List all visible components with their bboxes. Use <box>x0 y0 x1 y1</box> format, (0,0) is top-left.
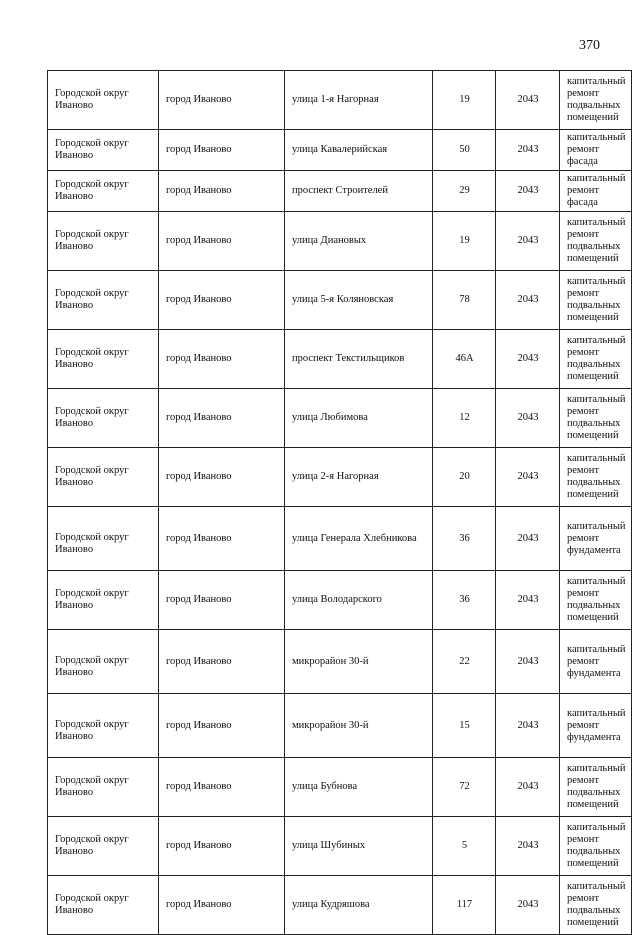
year-cell: 2043 <box>496 694 560 758</box>
work-type-cell: капитальный ремонт подвальных помещений <box>560 448 632 507</box>
work-type-cell: капитальный ремонт подвальных помещений <box>560 758 632 817</box>
work-type-cell: капитальный ремонт подвальных помещений <box>560 271 632 330</box>
street-cell: улица Генерала Хлебникова <box>285 507 433 571</box>
work-type-cell: капитальный ремонт фасада <box>560 171 632 212</box>
table-row <box>48 389 632 448</box>
house-cell: 20 <box>433 448 496 507</box>
street-cell: улица Диановых <box>285 212 433 271</box>
table-row <box>48 507 632 571</box>
okrug-cell: Городской округ Иваново <box>48 630 159 694</box>
house-cell: 50 <box>433 130 496 171</box>
table-row <box>48 694 632 758</box>
street-cell: улица Володарского <box>285 571 433 630</box>
street-cell: микрорайон 30-й <box>285 694 433 758</box>
year-cell: 2043 <box>496 330 560 389</box>
table-row <box>48 212 632 271</box>
house-cell: 15 <box>433 694 496 758</box>
table-row <box>48 271 632 330</box>
year-cell: 2043 <box>496 71 560 130</box>
house-cell: 19 <box>433 71 496 130</box>
street-cell: проспект Строителей <box>285 171 433 212</box>
okrug-cell: Городской округ Иваново <box>48 171 159 212</box>
year-cell: 2043 <box>496 171 560 212</box>
house-cell: 12 <box>433 389 496 448</box>
table-row <box>48 130 632 171</box>
okrug-cell: Городской округ Иваново <box>48 507 159 571</box>
year-cell: 2043 <box>496 817 560 876</box>
okrug-cell: Городской округ Иваново <box>48 448 159 507</box>
table-row <box>48 571 632 630</box>
work-type-cell: капитальный ремонт подвальных помещений <box>560 212 632 271</box>
table-row <box>48 817 632 876</box>
page-number: 370 <box>579 38 600 53</box>
work-type-cell: капитальный ремонт подвальных помещений <box>560 389 632 448</box>
city-cell: город Иваново <box>159 130 285 171</box>
table-row <box>48 330 632 389</box>
street-cell: улица 2-я Нагорная <box>285 448 433 507</box>
city-cell: город Иваново <box>159 330 285 389</box>
work-type-cell: капитальный ремонт подвальных помещений <box>560 876 632 935</box>
street-cell: улица 1-я Нагорная <box>285 71 433 130</box>
city-cell: город Иваново <box>159 630 285 694</box>
city-cell: город Иваново <box>159 212 285 271</box>
table-row <box>48 448 632 507</box>
street-cell: улица Шубиных <box>285 817 433 876</box>
okrug-cell: Городской округ Иваново <box>48 876 159 935</box>
table-row <box>48 171 632 212</box>
city-cell: город Иваново <box>159 571 285 630</box>
year-cell: 2043 <box>496 389 560 448</box>
house-cell: 36 <box>433 571 496 630</box>
work-type-cell: капитальный ремонт подвальных помещений <box>560 817 632 876</box>
year-cell: 2043 <box>496 758 560 817</box>
street-cell: улица Бубнова <box>285 758 433 817</box>
city-cell: город Иваново <box>159 694 285 758</box>
okrug-cell: Городской округ Иваново <box>48 212 159 271</box>
work-type-cell: капитальный ремонт фундамента <box>560 630 632 694</box>
work-type-cell: капитальный ремонт подвальных помещений <box>560 71 632 130</box>
house-cell: 36 <box>433 507 496 571</box>
street-cell: проспект Текстильщиков <box>285 330 433 389</box>
street-cell: улица Кудряшова <box>285 876 433 935</box>
city-cell: город Иваново <box>159 171 285 212</box>
street-cell: микрорайон 30-й <box>285 630 433 694</box>
city-cell: город Иваново <box>159 817 285 876</box>
city-cell: город Иваново <box>159 876 285 935</box>
house-cell: 22 <box>433 630 496 694</box>
year-cell: 2043 <box>496 571 560 630</box>
okrug-cell: Городской округ Иваново <box>48 694 159 758</box>
work-type-cell: капитальный ремонт подвальных помещений <box>560 571 632 630</box>
okrug-cell: Городской округ Иваново <box>48 330 159 389</box>
house-cell: 72 <box>433 758 496 817</box>
year-cell: 2043 <box>496 212 560 271</box>
okrug-cell: Городской округ Иваново <box>48 817 159 876</box>
year-cell: 2043 <box>496 630 560 694</box>
city-cell: город Иваново <box>159 71 285 130</box>
house-cell: 46А <box>433 330 496 389</box>
city-cell: город Иваново <box>159 758 285 817</box>
table-row <box>48 630 632 694</box>
street-cell: улица Кавалерийская <box>285 130 433 171</box>
house-cell: 117 <box>433 876 496 935</box>
house-cell: 19 <box>433 212 496 271</box>
table-row <box>48 71 632 130</box>
work-type-cell: капитальный ремонт фундамента <box>560 507 632 571</box>
okrug-cell: Городской округ Иваново <box>48 389 159 448</box>
city-cell: город Иваново <box>159 448 285 507</box>
house-cell: 5 <box>433 817 496 876</box>
okrug-cell: Городской округ Иваново <box>48 130 159 171</box>
table-row <box>48 876 632 935</box>
housing-repair-table <box>47 70 632 935</box>
city-cell: город Иваново <box>159 389 285 448</box>
house-cell: 78 <box>433 271 496 330</box>
year-cell: 2043 <box>496 271 560 330</box>
street-cell: улица 5-я Коляновская <box>285 271 433 330</box>
year-cell: 2043 <box>496 130 560 171</box>
table-row <box>48 758 632 817</box>
street-cell: улица Любимова <box>285 389 433 448</box>
okrug-cell: Городской округ Иваново <box>48 758 159 817</box>
work-type-cell: капитальный ремонт подвальных помещений <box>560 330 632 389</box>
work-type-cell: капитальный ремонт фасада <box>560 130 632 171</box>
year-cell: 2043 <box>496 507 560 571</box>
year-cell: 2043 <box>496 448 560 507</box>
okrug-cell: Городской округ Иваново <box>48 271 159 330</box>
work-type-cell: капитальный ремонт фундамента <box>560 694 632 758</box>
year-cell: 2043 <box>496 876 560 935</box>
okrug-cell: Городской округ Иваново <box>48 71 159 130</box>
city-cell: город Иваново <box>159 507 285 571</box>
house-cell: 29 <box>433 171 496 212</box>
okrug-cell: Городской округ Иваново <box>48 571 159 630</box>
city-cell: город Иваново <box>159 271 285 330</box>
